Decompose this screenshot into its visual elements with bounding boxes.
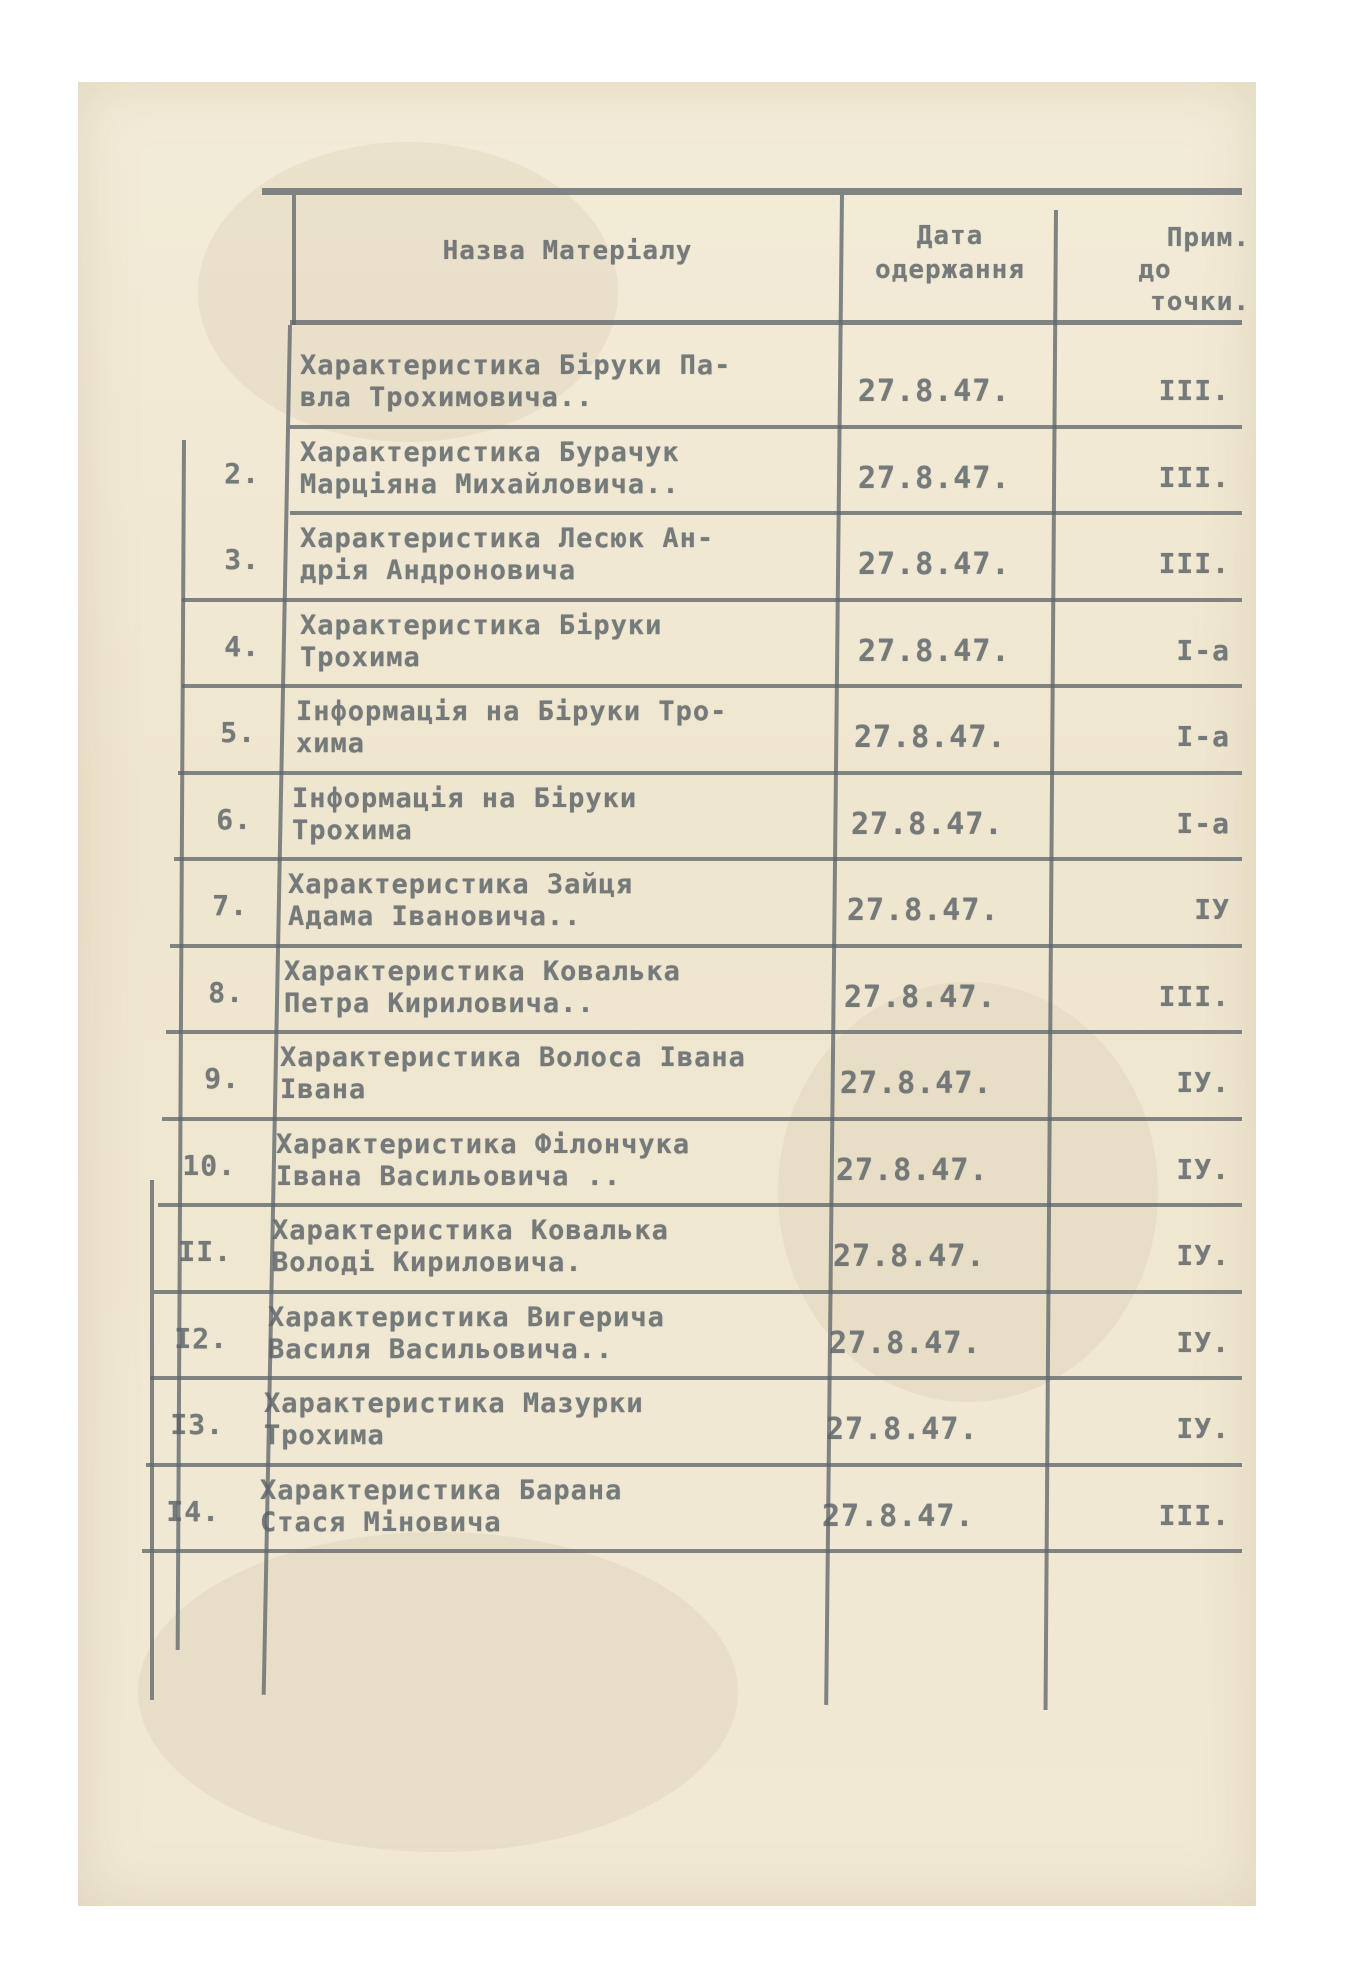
row-separator-rule [150, 1376, 1242, 1380]
row-description-line-1: Характеристика Біруки [300, 609, 663, 641]
row-description-line-2: Василя Васильовича.. [268, 1333, 614, 1365]
header-left-rule [292, 195, 296, 325]
row-date: 27.8.47. [844, 979, 997, 1015]
row-description-line-2: Івана Васильовича .. [276, 1160, 622, 1192]
row-separator-rule [142, 1549, 1242, 1553]
row-description-line-2: Марціяна Михайловича.. [300, 468, 680, 500]
row-note: III. [1158, 374, 1230, 407]
row-number: I4. [166, 1494, 220, 1528]
row-description-line-1: Характеристика Вигерича [268, 1301, 665, 1333]
row-separator-rule [170, 944, 1242, 948]
row-date: 27.8.47. [840, 1066, 993, 1101]
row-date: 27.8.47. [847, 893, 1000, 928]
header-date-label-2: одержання [875, 255, 1025, 285]
row-note: IУ. [1176, 1239, 1230, 1272]
row-date: 27.8.47. [826, 1412, 979, 1447]
row-separator-rule [182, 598, 1242, 602]
row-description-line-1: Характеристика Лесюк Ан- [300, 523, 715, 554]
row-description-line-1: Характеристика Філончука [276, 1128, 691, 1160]
row-description-line-2: Володі Кириловича. [272, 1247, 583, 1278]
row-separator-rule [178, 771, 1242, 775]
table-top-rule [262, 188, 1242, 195]
row-description-line-1: Характеристика Бурачук [300, 436, 680, 468]
row-note: III. [1158, 547, 1230, 580]
row-number: 10. [182, 1148, 236, 1182]
row-number: 9. [204, 1062, 240, 1095]
row-description-line-1: Інформація на Біруки [292, 782, 638, 814]
row-date: 27.8.47. [858, 374, 1011, 409]
row-note: IУ. [1176, 1152, 1230, 1186]
row-description-line-2: хима [296, 728, 366, 759]
row-description-line-1: Характеристика Ковалька [284, 955, 681, 987]
row-description-line-2: Петра Кириловича.. [284, 987, 595, 1019]
row-separator-rule [290, 511, 1242, 515]
row-note: I-а [1176, 806, 1230, 840]
row-description-line-2: Трохима [264, 1420, 385, 1451]
row-number: 8. [208, 975, 244, 1009]
row-separator-rule [166, 1030, 1242, 1034]
row-date: 27.8.47. [858, 460, 1011, 496]
row-number: 3. [224, 543, 260, 576]
row-description-line-1: Характеристика Зайця [288, 869, 634, 900]
row-description-line-1: Характеристика Біруки Па- [300, 350, 732, 381]
row-number: II. [178, 1235, 232, 1268]
row-number: I2. [174, 1321, 228, 1355]
header-date-label-1: Дата [916, 221, 984, 251]
row-description-line-2: Трохима [300, 641, 421, 673]
row-separator-rule [146, 1463, 1242, 1467]
row-note: I-а [1176, 633, 1230, 667]
row-separator-rule [154, 1290, 1242, 1294]
row-number: 4. [224, 629, 260, 663]
header-bottom-rule [290, 320, 1242, 325]
row-number: 5. [220, 716, 256, 749]
row-separator-rule [162, 1117, 1242, 1121]
row-description-line-2: Трохима [292, 814, 413, 846]
row-description-line-1: Характеристика Барана [260, 1474, 623, 1506]
row-description-line-1: Інформація на Біруки Тро- [296, 696, 728, 727]
row-separator-rule [174, 857, 1242, 861]
header-note-label-3: точки. [1150, 287, 1250, 317]
header-note-label-1: Прим. [1166, 223, 1250, 253]
row-description-line-1: Характеристика Волоса Івана [280, 1042, 746, 1073]
row-description-line-2: Адама Івановича.. [288, 901, 582, 932]
row-date: 27.8.47. [822, 1498, 975, 1534]
row-description-line-2: Івана [280, 1074, 367, 1105]
row-separator-rule [290, 425, 1242, 429]
row-date: 27.8.47. [829, 1325, 982, 1361]
row-number: 6. [216, 802, 252, 836]
row-note: IУ. [1176, 1066, 1230, 1099]
row-note: I-а [1176, 720, 1230, 753]
row-note: III. [1158, 1498, 1230, 1532]
row-note: IУ. [1176, 1412, 1230, 1445]
row-description-line-2: вла Трохимовича.. [300, 382, 594, 413]
paper-stain [138, 1532, 738, 1852]
row-note: IУ. [1176, 1325, 1230, 1359]
row-date: 27.8.47. [833, 1239, 986, 1274]
row-separator-rule [182, 684, 1242, 688]
row-note: IУ [1194, 893, 1230, 926]
row-number: 7. [212, 889, 248, 922]
row-description-line-1: Характеристика Мазурки [264, 1388, 644, 1419]
header-note-label-2: до [1138, 255, 1172, 285]
row-number: 2. [224, 456, 260, 490]
row-description-line-2: дрія Андроновича [300, 555, 577, 586]
header-name-label: Назва Матеріалу [442, 236, 693, 266]
row-note: III. [1158, 460, 1230, 494]
row-date: 27.8.47. [836, 1152, 989, 1188]
row-description-line-2: Стася Міновича [260, 1506, 502, 1538]
row-date: 27.8.47. [858, 547, 1011, 582]
row-date: 27.8.47. [854, 720, 1007, 755]
row-date: 27.8.47. [851, 806, 1004, 842]
row-number: I3. [170, 1408, 224, 1441]
row-separator-rule [158, 1203, 1242, 1207]
row-date: 27.8.47. [858, 633, 1011, 669]
row-note: III. [1158, 979, 1230, 1013]
row-description-line-1: Характеристика Ковалька [272, 1215, 669, 1246]
